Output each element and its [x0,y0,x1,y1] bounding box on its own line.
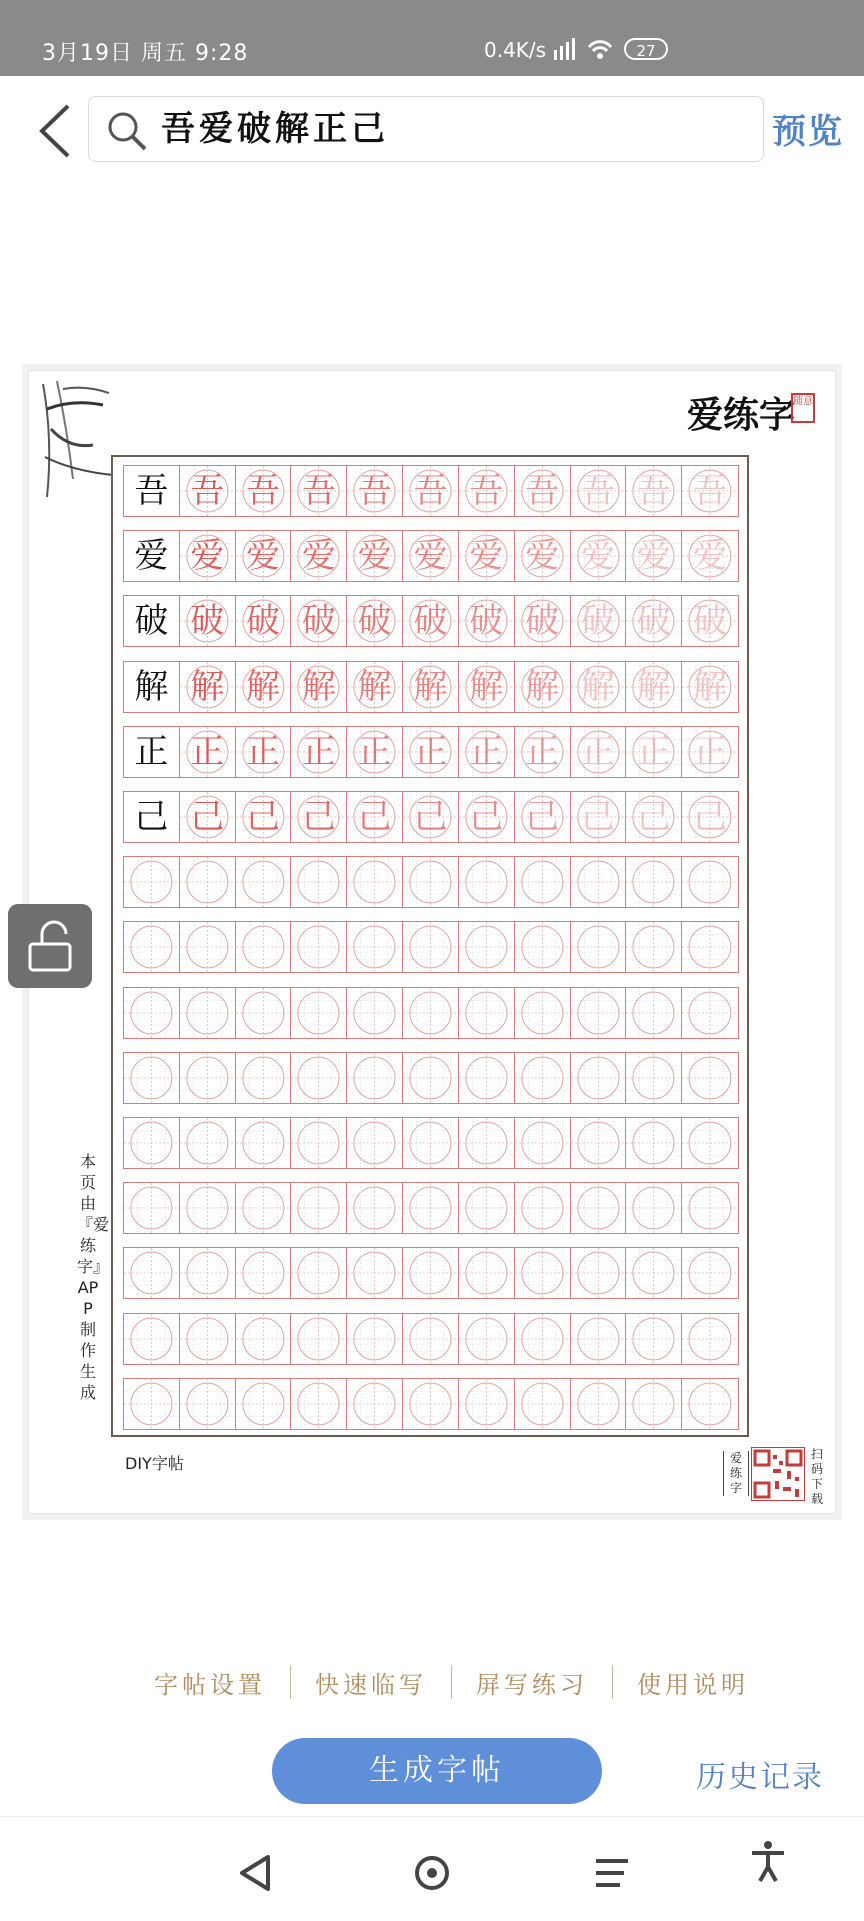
grid-cell [459,1183,515,1233]
trace-character: 正 [693,731,728,772]
grid-cell [236,727,292,777]
grid-row [123,1052,739,1104]
grid-cell [124,1053,180,1103]
system-nav-bar [0,1816,864,1921]
grid-cell [682,466,738,516]
trace-character: 爱 [301,536,336,577]
grid-cell [291,792,347,842]
grid-cell [347,466,403,516]
grid-row [123,1182,739,1234]
grid-cell [515,792,571,842]
trace-character: 己 [413,797,448,837]
grid-cell [571,727,627,777]
grid-cell [124,1118,180,1168]
trace-character: 解 [246,666,281,707]
grid-cell [571,792,627,842]
footer-label: DIY字帖 [125,1454,184,1473]
grid-cell [626,1314,682,1364]
grid-row [123,791,739,843]
grid-cell [347,1118,403,1168]
grid-cell [459,792,515,842]
grid-cell [291,922,347,972]
grid-cell [459,1118,515,1168]
grid-cell [180,857,236,907]
grid-cell [682,1053,738,1103]
grid-cell [124,922,180,972]
model-character: 己 [134,797,169,837]
grid-cell [682,531,738,581]
grid-cell [571,857,627,907]
grid-cell [236,1314,292,1364]
trace-character: 解 [580,666,615,707]
grid-cell [403,1183,459,1233]
wifi-icon [586,36,614,62]
grid-row [123,530,739,582]
grid-row [123,987,739,1039]
model-character: 正 [134,731,169,772]
grid-cell [403,531,459,581]
writing-grid [111,455,749,1437]
grid-cell [459,466,515,516]
trace-character: 爱 [469,536,504,577]
trace-character: 解 [525,666,560,707]
grid-cell [459,727,515,777]
trace-character: 吾 [301,471,336,511]
grid-cell [403,466,459,516]
trace-character: 己 [301,797,336,837]
grid-cell [515,1248,571,1298]
grid-row [123,856,739,908]
grid-cell [403,1314,459,1364]
trace-character: 破 [525,601,560,642]
trace-character: 爱 [525,536,560,577]
qr-code-icon [751,1447,805,1501]
grid-cell [236,662,292,712]
trace-character: 正 [580,731,615,772]
grid-cell [459,1314,515,1364]
grid-cell [682,922,738,972]
grid-cell [291,1248,347,1298]
grid-row [123,921,739,973]
grid-cell [180,531,236,581]
trace-character: 解 [469,666,504,707]
grid-cell [124,531,180,581]
grid-cell [180,792,236,842]
grid-cell [347,1183,403,1233]
grid-cell [626,531,682,581]
back-arrow-icon[interactable] [32,100,78,162]
grid-cell [347,662,403,712]
grid-cell [180,922,236,972]
grid-cell [571,1314,627,1364]
grid-cell [180,988,236,1038]
grid-cell [682,1248,738,1298]
trace-character: 爱 [357,536,392,577]
trace-character: 吾 [636,471,671,511]
grid-cell [291,596,347,646]
grid-cell [459,922,515,972]
trace-character: 吾 [246,471,281,511]
grid-cell [682,596,738,646]
grid-cell [459,1053,515,1103]
grid-cell [403,727,459,777]
grid-cell [236,1118,292,1168]
grid-row [123,465,739,517]
grid-cell [403,596,459,646]
instructions-link[interactable]: 使用说明 [637,1670,749,1699]
grid-cell [459,1248,515,1298]
grid-cell [626,1183,682,1233]
grid-cell [124,596,180,646]
trace-character: 己 [246,797,281,837]
grid-cell [180,596,236,646]
grid-cell [236,1053,292,1103]
grid-row [123,726,739,778]
preview-button[interactable]: 预览 [772,112,844,152]
grid-cell [571,662,627,712]
trace-character: 爱 [190,536,225,577]
grid-cell [515,988,571,1038]
grid-cell [515,922,571,972]
grid-cell [403,922,459,972]
trace-character: 爱 [693,536,728,577]
trace-character: 爱 [636,536,671,577]
history-link[interactable]: 历史记录 [696,1760,824,1795]
grid-cell [682,792,738,842]
grid-cell [291,857,347,907]
grid-cell [571,988,627,1038]
trace-character: 爱 [580,536,615,577]
grid-cell [236,792,292,842]
trace-character: 己 [469,797,504,837]
grid-cell [236,857,292,907]
trace-character: 解 [413,666,448,707]
search-icon [105,109,149,153]
grid-cell [459,531,515,581]
trace-character: 破 [246,601,281,642]
grid-cell [626,1379,682,1429]
grid-cell [124,1379,180,1429]
grid-cell [459,857,515,907]
grid-cell [124,988,180,1038]
grid-cell [180,662,236,712]
grid-cell [682,988,738,1038]
trace-character: 破 [301,601,336,642]
grid-cell [626,1118,682,1168]
grid-cell [291,727,347,777]
grid-cell [515,1314,571,1364]
grid-cell [626,1248,682,1298]
grid-cell [571,922,627,972]
grid-cell [571,531,627,581]
model-character: 解 [134,666,169,707]
grid-cell [347,1248,403,1298]
grid-cell [626,792,682,842]
grid-cell [682,857,738,907]
trace-character: 吾 [190,471,225,511]
grid-cell [403,857,459,907]
search-input[interactable]: 吾爱破解正己 [161,109,389,149]
trace-character: 破 [357,601,392,642]
grid-cell [403,1118,459,1168]
grid-cell [515,1118,571,1168]
grid-cell [180,1248,236,1298]
grid-cell [347,596,403,646]
trace-character: 己 [190,797,225,837]
trace-character: 正 [301,731,336,772]
trace-character: 破 [469,601,504,642]
grid-cell [180,466,236,516]
grid-cell [515,1379,571,1429]
grid-cell [403,1248,459,1298]
trace-character: 解 [357,666,392,707]
grid-cell [459,662,515,712]
grid-cell [236,531,292,581]
nav-menu-icon[interactable] [590,1851,634,1895]
trace-character: 爱 [246,536,281,577]
trace-character: 己 [580,797,615,837]
grid-cell [626,596,682,646]
grid-row [123,1313,739,1365]
trace-character: 己 [357,797,392,837]
grid-cell [682,662,738,712]
screen-write-link[interactable]: 屏写练习 [476,1670,588,1699]
nav-back-icon[interactable] [234,1851,278,1895]
grid-cell [236,988,292,1038]
grid-row [123,1117,739,1169]
unlock-icon [8,904,92,988]
grid-cell [515,857,571,907]
grid-cell [626,857,682,907]
grid-cell [459,988,515,1038]
grid-cell [347,1314,403,1364]
brand-logo: 爱练字 [687,394,796,436]
grid-cell [236,1183,292,1233]
grid-cell [403,662,459,712]
grid-cell [571,1118,627,1168]
grid-cell [515,662,571,712]
grid-cell [515,1183,571,1233]
grid-cell [571,466,627,516]
grid-cell [236,922,292,972]
grid-cell [291,1379,347,1429]
side-note: 本页由『爱练字』APP制作生成 [77,1152,110,1402]
grid-cell [347,792,403,842]
seal-stamp: 随意 [791,393,815,423]
grid-cell [291,531,347,581]
status-bar [0,0,864,76]
grid-cell [124,1314,180,1364]
grid-cell [403,1379,459,1429]
grid-cell [236,1248,292,1298]
grid-cell [291,1053,347,1103]
qr-scan-label: 扫码下载 [810,1447,823,1506]
battery-indicator: 27 [624,38,668,60]
grid-cell [626,466,682,516]
grid-cell [682,1183,738,1233]
model-character: 爱 [134,536,169,577]
trace-character: 吾 [580,471,615,511]
trace-character: 吾 [413,471,448,511]
grid-cell [515,1053,571,1103]
grid-cell [180,1118,236,1168]
grid-row [123,595,739,647]
trace-character: 破 [413,601,448,642]
grid-cell [459,1379,515,1429]
trace-character: 正 [246,731,281,772]
grid-row [123,661,739,713]
trace-character: 己 [636,797,671,837]
grid-cell [571,1248,627,1298]
trace-character: 正 [525,731,560,772]
grid-cell [459,596,515,646]
grid-row [123,1378,739,1430]
grid-cell [403,792,459,842]
grid-cell [291,1183,347,1233]
grid-cell [682,1118,738,1168]
grid-cell [347,727,403,777]
grid-cell [403,1053,459,1103]
grid-cell [124,792,180,842]
qr-brand-label: 爱练字 [723,1451,749,1496]
grid-cell [571,1183,627,1233]
signal-icon [552,36,578,62]
trace-character: 吾 [693,471,728,511]
grid-cell [236,466,292,516]
generate-copybook-button[interactable]: 生成字帖 [272,1738,602,1804]
trace-character: 正 [357,731,392,772]
grid-cell [291,988,347,1038]
lock-button[interactable] [8,904,92,988]
trace-character: 吾 [469,471,504,511]
trace-character: 正 [469,731,504,772]
grid-cell [180,1053,236,1103]
grid-cell [180,1379,236,1429]
grid-cell [180,1183,236,1233]
trace-character: 己 [693,797,728,837]
grid-cell [124,466,180,516]
grid-cell [291,1118,347,1168]
trace-character: 正 [413,731,448,772]
grid-cell [180,727,236,777]
grid-cell [626,988,682,1038]
grid-cell [236,596,292,646]
status-time: 3月19日 周五 9:28 [42,41,249,66]
grid-cell [124,727,180,777]
grid-cell [124,1183,180,1233]
trace-character: 吾 [525,471,560,511]
grid-cell [347,922,403,972]
copybook-preview [28,370,836,1514]
accessibility-icon[interactable] [746,1839,790,1883]
trace-character: 破 [693,601,728,642]
grid-cell [403,988,459,1038]
trace-character: 破 [580,601,615,642]
grid-cell [571,596,627,646]
copybook-settings-link[interactable]: 字帖设置 [154,1670,266,1699]
grid-cell [571,1379,627,1429]
grid-cell [347,857,403,907]
grid-cell [626,1053,682,1103]
grid-cell [515,596,571,646]
trace-character: 解 [693,666,728,707]
grid-cell [682,727,738,777]
grid-row [123,1247,739,1299]
trace-character: 破 [636,601,671,642]
status-net-speed: 0.4K/s [484,38,547,62]
model-character: 破 [134,601,169,642]
grid-cell [124,1248,180,1298]
grid-cell [347,1379,403,1429]
function-links [130,1662,773,1702]
trace-character: 解 [190,666,225,707]
grid-cell [515,531,571,581]
search-box[interactable] [88,96,764,162]
trace-character: 己 [525,797,560,837]
grid-cell [124,662,180,712]
grid-cell [515,727,571,777]
grid-cell [291,662,347,712]
trace-character: 解 [636,666,671,707]
grid-cell [626,922,682,972]
grid-cell [682,1379,738,1429]
trace-character: 破 [190,601,225,642]
model-character: 吾 [134,471,169,511]
grid-cell [291,1314,347,1364]
grid-cell [291,466,347,516]
trace-character: 解 [301,666,336,707]
grid-cell [347,531,403,581]
grid-cell [626,727,682,777]
grid-cell [682,1314,738,1364]
trace-character: 正 [636,731,671,772]
trace-character: 正 [190,731,225,772]
grid-cell [236,1379,292,1429]
quick-trace-link[interactable]: 快速临写 [315,1670,427,1699]
grid-cell [180,1314,236,1364]
trace-character: 吾 [357,471,392,511]
grid-cell [626,662,682,712]
grid-cell [515,466,571,516]
grid-cell [347,1053,403,1103]
grid-cell [571,1053,627,1103]
grid-cell [347,988,403,1038]
nav-home-icon[interactable] [410,1851,454,1895]
grid-cell [124,857,180,907]
trace-character: 爱 [413,536,448,577]
